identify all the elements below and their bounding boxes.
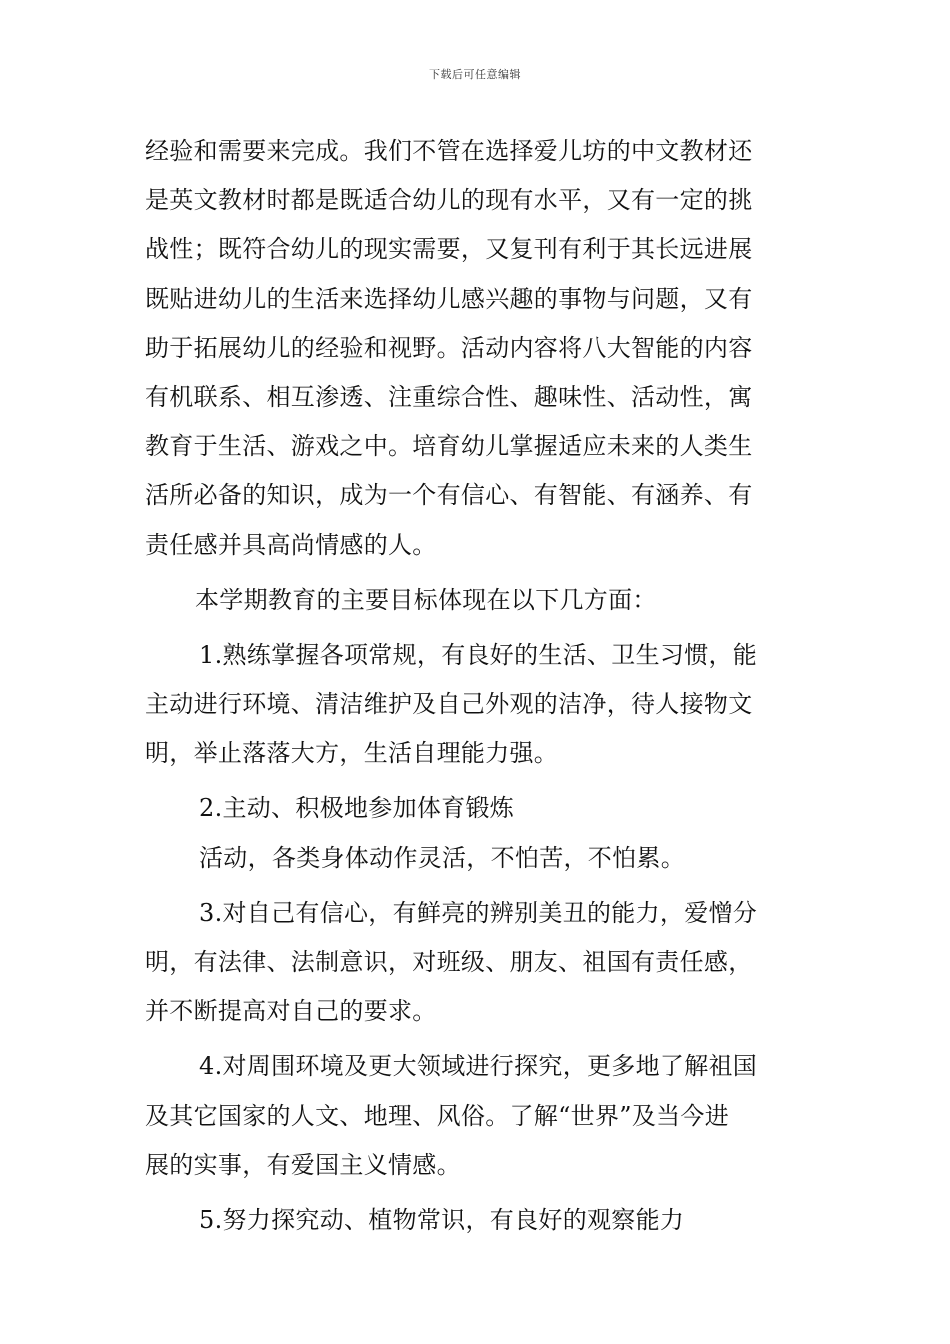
text-line: 是英文教材时都是既适合幼儿的现有水平，又有一定的挑	[145, 186, 753, 215]
text-line: 4.对周围环境及更大领域进行探究，更多地了解祖国	[199, 1052, 758, 1081]
goal-item-5: 5.努力探究动、植物常识，有良好的观察能力	[199, 1205, 685, 1234]
text-line: 责任感并具高尚情感的人。	[145, 530, 437, 559]
text-line: 活动，各类身体动作灵活，不怕苦，不怕累。	[199, 843, 685, 872]
paragraph-intro	[145, 127, 810, 570]
text-line: 明，有法律、法制意识，对班级、朋友、祖国有责任感，	[145, 948, 753, 976]
text-line: 及其它国家的人文、地理、风俗。了解“世界”及当今进	[145, 1101, 730, 1130]
goal-item-2	[145, 784, 810, 882]
text-line: 明，举止落落大方，生活自理能力强。	[145, 739, 559, 768]
text-line: 2.主动、积极地参加体育锻炼	[199, 794, 515, 823]
text-line: 1.熟练掌握各项常规，有良好的生活、卫生习惯，能	[199, 640, 758, 669]
paragraph-goals-intro: 本学期教育的主要目标体现在以下几方面：	[195, 585, 657, 614]
text-line: 展的实事，有爱国主义情感。	[145, 1150, 461, 1179]
text-line: 教育于生活、游戏之中。培育幼儿掌握适应未来的人类生	[145, 432, 753, 461]
text-line: 助于拓展幼儿的经验和视野。活动内容将八大智能的内容	[145, 333, 753, 362]
goal-item-1	[145, 631, 810, 779]
text-line: 3.对自己有信心，有鲜亮的辨别美丑的能力，爱憎分	[199, 898, 758, 927]
goal-item-3	[145, 889, 810, 1037]
goal-item-4	[145, 1042, 810, 1190]
text-line: 经验和需要来完成。我们不管在选择爱儿坊的中文教材还	[145, 137, 753, 165]
text-line: 战性；既符合幼儿的现实需要，又复刊有利于其长远进展	[145, 235, 753, 264]
text-line: 并不断提高对自己的要求。	[145, 997, 437, 1026]
text-line: 活所必备的知识，成为一个有信心、有智能、有涵养、有	[145, 481, 753, 510]
text-line: 有机联系、相互渗透、注重综合性、趣味性、活动性，寓	[145, 382, 753, 411]
text-line: 主动进行环境、清洁维护及自己外观的洁净，待人接物文	[145, 690, 753, 719]
document-body	[145, 127, 810, 1245]
text-line: 既贴进幼儿的生活来选择幼儿感兴趣的事物与问题，又有	[145, 284, 753, 313]
page-header: 下载后可任意编辑	[429, 68, 521, 81]
